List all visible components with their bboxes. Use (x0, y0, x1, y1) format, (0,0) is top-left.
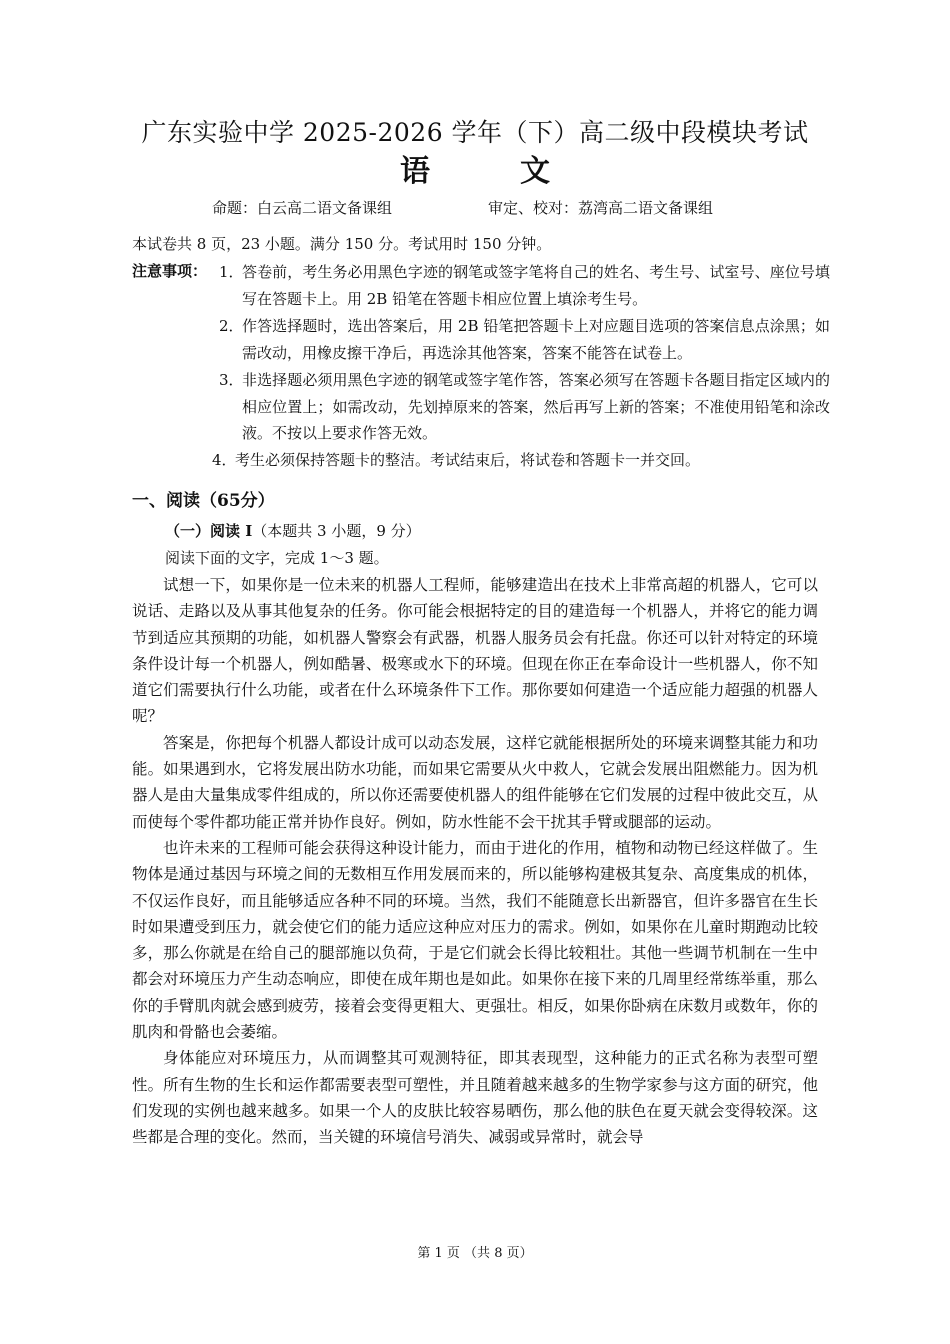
subject-title (0, 152, 950, 192)
author-left: 命题：白云高二语文备课组 (212, 199, 393, 217)
note-item-4 (212, 447, 823, 474)
passage-paragraph: 也许未来的工程师可能会获得这种设计能力，而由于进化的作用，植物和动物已经这样做了。生物体是通过基因与环境之间的无数相互作用发展而来的，所以能够构建极其复杂、高度集成的机体，不仅运作良好，而且能够适应各种不同的环境。当然，我们不能随意长出新器官，但许多器官在生长时如果遭受到压力，就会使它们的能力适应这种应对压力的需求。例如，如果你在儿童时期跑动比较多，那么你就是在给自己的腿部施以负荷，于是它们就会长得比较粗壮。其他一些调节机制在一生中都会对环境压力产生动态响应，即使在成年期也是如此。如果你在接下来的几周里经常练举重，那么你的手臂肌肉就会感到疲劳，接着会变得更粗大、更强壮。相反，如果你卧病在床数月或数年，你的肌肉和骨骼也会萎缩。 (132, 838, 818, 1042)
author-right: 审定、校对：荔湾高二语文备课组 (488, 199, 714, 217)
sub-heading-detail: （本题共 3 小题，9 分） (252, 522, 421, 540)
note-item-1 (219, 259, 830, 312)
authors-line (212, 196, 812, 220)
page-footer: 第 1 页 （共 8 页） (417, 1246, 533, 1261)
passage-paragraph: 身体能应对环境压力，从而调整其可观测特征，即其表现型，这种能力的正式名称为表型可塑性。所有生物的生长和运作都需要表型可塑性，并且随着越来越多的生物学家参与这方面的研究，他们发现的实例也越来越多。如果一个人的皮肤比较容易晒伤，那么他的肤色在夏天就会变得较深。这些都是合理的变化。然而，当关键的环境信号消失、减弱或异常时，就会导 (132, 1049, 818, 1147)
note-text: 作答选择题时，选出答案后，用 2B 铅笔把答题卡上对应题目选项的答案信息点涂黑；如需改动，用橡皮擦干净后，再选涂其他答案，答案不能答在试卷上。 (242, 317, 830, 362)
note-text: 非选择题必须用黑色字迹的钢笔或签字笔作答，答案必须写在答题卡各题目指定区域内的相应位置上；如需改动，先划掉原来的答案，然后再写上新的答案；不准使用铅笔和涂改液。不按以上要求作答无效。 (242, 371, 830, 442)
section-heading: 一、阅读（65分） (132, 491, 275, 511)
note-number: 1． (219, 263, 244, 281)
note-number: 4． (212, 451, 237, 469)
sub-heading-title: （一）阅读 I (165, 522, 253, 540)
notes-label: 注意事项： (132, 262, 208, 280)
passage-paragraph: 试想一下，如果你是一位未来的机器人工程师，能够建造出在技术上非常高超的机器人，它可以说话、走路以及从事其他复杂的任务。你可能会根据特定的目的建造每一个机器人，并将它的能力调节到适应其预期的功能，如机器人警察会有武器，机器人服务员会有托盘。你还可以针对特定的环境条件设计每一个机器人，例如酷暑、极寒或水下的环境。但现在你正在奉命设计一些机器人，你不知道它们需要执行什么功能，或者在什么环境条件下工作。那你要如何建造一个适应能力超强的机器人呢？ (132, 576, 818, 726)
note-number: 2． (219, 317, 244, 335)
note-text: 考生必须保持答题卡的整洁。考试结束后，将试卷和答题卡一并交回。 (235, 451, 701, 469)
exam-info: 本试卷共 8 页，23 小题。满分 150 分。考试用时 150 分钟。 (132, 235, 552, 253)
reading-passage (132, 572, 818, 1151)
note-item-3 (219, 367, 830, 447)
exam-title: 广东实验中学 2025-2026 学年（下）高二级中段模块考试 (141, 118, 809, 147)
passage-paragraph: 答案是，你把每个机器人都设计成可以动态发展，这样它就能根据所处的环境来调整其能力和功能。如果遇到水，它将发展出防水功能，而如果它需要从火中救人，它就会发展出阻燃能力。因为机器人是由大量集成零件组成的，所以你还需要使机器人的组件能够在它们发展的过程中彼此交互，从而使每个零件都功能正常并协作良好。例如，防水性能不会干扰其手臂或腿部的运动。 (132, 733, 818, 831)
note-item-2 (219, 313, 830, 366)
note-text: 答卷前，考生务必用黑色字迹的钢笔或签字笔将自己的姓名、考生号、试室号、座位号填写在答题卡上。用 2B 铅笔在答题卡相应位置上填涂考生号。 (242, 263, 830, 308)
reading-instruction: 阅读下面的文字，完成 1～3 题。 (165, 549, 389, 567)
sub-heading (165, 519, 421, 543)
note-number: 3． (219, 371, 244, 389)
subject-text: 语 文 (400, 154, 580, 189)
